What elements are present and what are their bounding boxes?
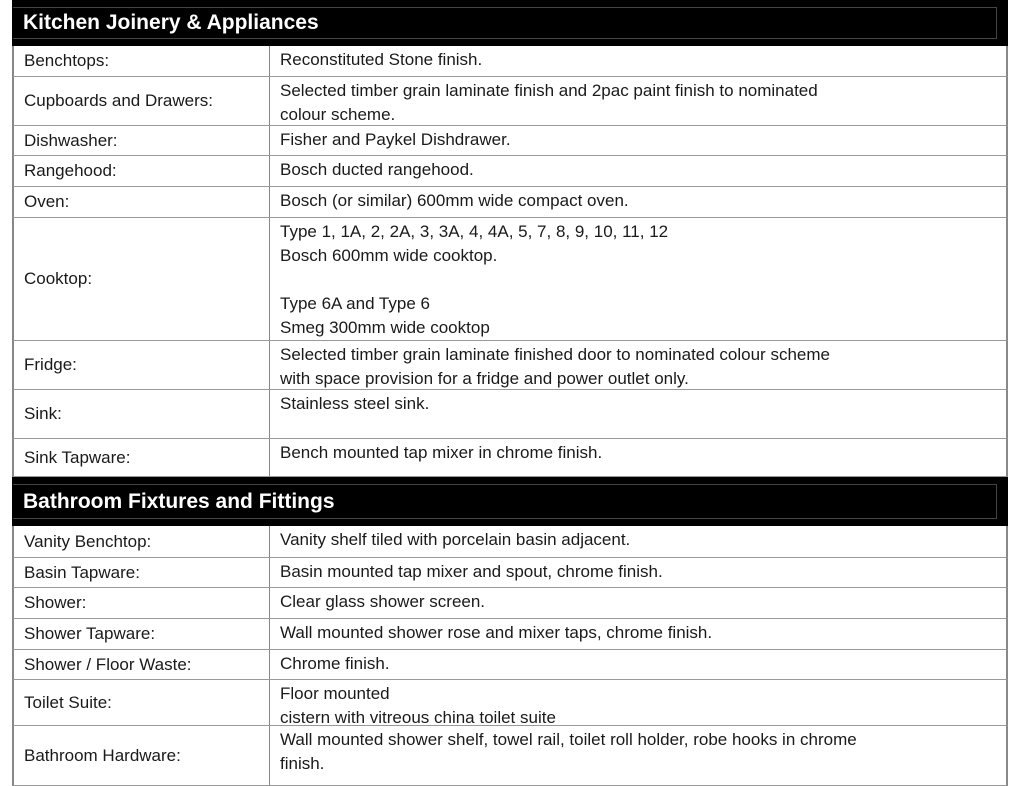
row-label: Bathroom Hardware: xyxy=(14,726,270,785)
row-value: Wall mounted shower rose and mixer taps, chrome finish. xyxy=(280,623,713,642)
row-label: Toilet Suite: xyxy=(14,680,270,725)
table-row xyxy=(12,187,1008,218)
row-value: Selected timber grain laminate finish and 2pac paint finish to nominated colour scheme. xyxy=(280,81,818,124)
row-value: Vanity shelf tiled with porcelain basin adjacent. xyxy=(280,530,631,549)
table-row xyxy=(12,156,1008,187)
row-value: Floor mounted cistern with vitreous china toilet suite xyxy=(280,684,556,727)
table-row xyxy=(12,588,1008,619)
row-label: Cooktop: xyxy=(14,218,270,340)
row-label: Cupboards and Drawers: xyxy=(14,77,270,125)
table-row xyxy=(12,726,1008,786)
row-label: Dishwasher: xyxy=(14,126,270,155)
row-value: Bosch (or similar) 600mm wide compact oven. xyxy=(280,191,629,210)
table-row xyxy=(12,650,1008,680)
table-row xyxy=(12,77,1008,126)
row-value: Bosch ducted rangehood. xyxy=(280,160,474,179)
row-value: Type 1, 1A, 2, 2A, 3, 3A, 4, 4A, 5, 7, 8, 9, 10, 11, 12 Bosch 600mm wide cooktop. Type 6A and Type 6 Smeg 300mm wide cooktop xyxy=(280,222,669,337)
row-label: Shower Tapware: xyxy=(14,619,270,649)
row-label: Vanity Benchtop: xyxy=(14,526,270,557)
table-row xyxy=(12,680,1008,726)
row-label: Basin Tapware: xyxy=(14,558,270,587)
table-row xyxy=(12,126,1008,156)
row-label: Benchtops: xyxy=(14,46,270,76)
section-header xyxy=(12,477,1008,526)
row-value: Clear glass shower screen. xyxy=(280,592,486,611)
row-label: Shower / Floor Waste: xyxy=(14,650,270,679)
table-row xyxy=(12,390,1008,439)
row-value: Reconstituted Stone finish. xyxy=(280,50,483,69)
table-row xyxy=(12,46,1008,77)
row-label: Oven: xyxy=(14,187,270,217)
table-row xyxy=(12,439,1008,477)
row-label: Fridge: xyxy=(14,341,270,389)
table-row xyxy=(12,341,1008,390)
row-label: Shower: xyxy=(14,588,270,618)
table-row xyxy=(12,218,1008,341)
row-value: Fisher and Paykel Dishdrawer. xyxy=(280,130,511,149)
row-label: Rangehood: xyxy=(14,156,270,186)
row-value: Bench mounted tap mixer in chrome finish. xyxy=(280,443,603,462)
row-value: Wall mounted shower shelf, towel rail, toilet roll holder, robe hooks in chrome finish. xyxy=(280,730,857,773)
row-value: Stainless steel sink. xyxy=(280,394,430,413)
section-header xyxy=(12,0,1008,46)
row-label: Sink: xyxy=(14,390,270,438)
section-title: Bathroom Fixtures and Fittings xyxy=(23,489,335,513)
table-row xyxy=(12,526,1008,558)
table-row xyxy=(12,619,1008,650)
row-label: Sink Tapware: xyxy=(14,439,270,476)
table-row xyxy=(12,558,1008,588)
row-value: Selected timber grain laminate finished door to nominated colour scheme with space provision for a fridge and power outlet only. xyxy=(280,345,830,388)
row-value: Chrome finish. xyxy=(280,654,390,673)
row-value: Basin mounted tap mixer and spout, chrome finish. xyxy=(280,562,663,581)
specification-table xyxy=(12,0,1008,786)
section-title: Kitchen Joinery & Appliances xyxy=(23,11,319,34)
